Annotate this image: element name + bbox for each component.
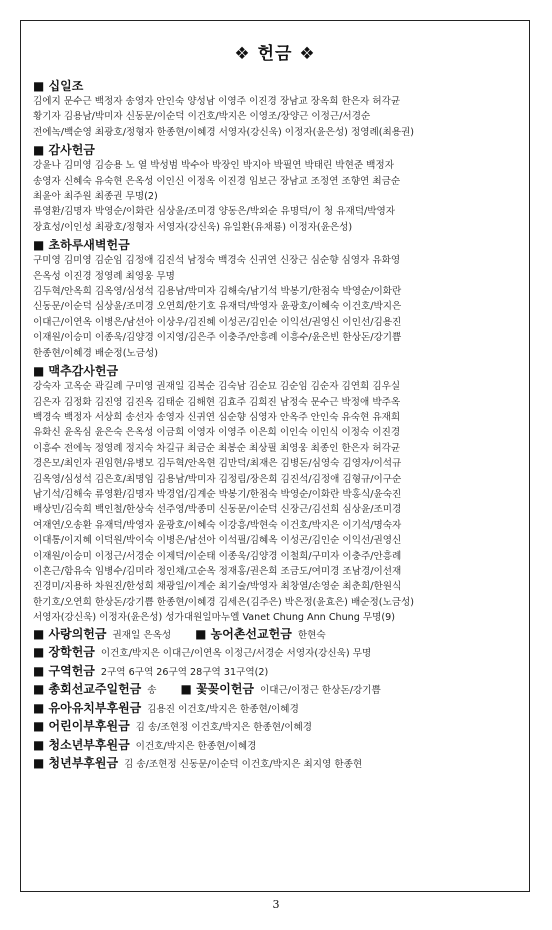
inline-donors: 김 송/조현정 이건호/박지은 한종현/이혜경 [135, 722, 313, 734]
inline-donors: 한현숙 [297, 629, 326, 641]
inline-donors: 김용진 이건호/박지은 한종현/이혜경 [147, 703, 299, 715]
offering-section [33, 142, 517, 235]
donor-line: 은옥성 이진경 정영례 최영웅 무명 [33, 270, 175, 282]
donor-line: 구미영 김미영 김순임 김정애 김진석 남정숙 백경숙 신귀연 신장근 심순향 심영자 유화영 [33, 255, 401, 267]
inline-heading: ■ 어린이부후원금 [33, 719, 130, 734]
inline-donors: 김 송/조현정 신동문/이순덕 이건호/박지은 최지영 한종현 [124, 759, 363, 771]
donor-line: 백경숙 백정자 서상희 송선자 송영자 신귀연 심순향 심영자 안옥주 안인숙 유숙현 유재희 [33, 411, 401, 423]
donor-line: 장효성/이인성 최광호/정형자 서영자(강신욱) 유일환(유채룡) 이정자(윤은성) [33, 221, 353, 233]
inline-heading: ■ 청년부후원금 [33, 756, 119, 771]
inline-heading: ■ 청소년부후원금 [33, 737, 130, 752]
donor-line: 전에녹/백순영 최광호/정형자 한종현/이혜경 서영자(강신욱) 이정자(윤은성) 정영례(최용권) [33, 126, 415, 138]
donor-line: 이재원/이승미 이정근/서경순 이제덕/이순태 이종욱/김양경 이철희/구미자 이충주/안흥례 [33, 550, 402, 562]
inline-heading: ■ 농어촌선교헌금 [195, 626, 292, 641]
offering-list-frame [20, 20, 530, 892]
donor-line: 서영자(강신욱) 이정자(윤은성) 성가대원일마누엘 Vanet Chung Ann Chung 무명(9) [33, 612, 396, 624]
donor-line: 이대통/이지혜 이덕원/박이숙 이병은/남선아 이석필/김혜옥 이성곤/김인순 이익선/권영신 [33, 535, 402, 547]
donor-line: 한종현/이혜경 배순정(노금성) [33, 347, 158, 359]
donor-line: 여재연/오송환 유재덕/박영자 윤광호/이혜숙 이강흥/박현숙 이건호/박지은 이기석/명숙자 [33, 519, 402, 531]
page-title: ❖ 헌금 ❖ [234, 44, 316, 64]
offering-inline-row [33, 737, 517, 756]
offering-inline-row [33, 663, 517, 682]
inline-donors: 이건호/박지은 한종현/이혜경 [135, 740, 257, 752]
donor-line: 황기자 김용남/박미자 신동문/이순덕 이건호/박지은 이영조/장양근 이정근/서경순 [33, 111, 371, 123]
section-heading: ■ 초하루새벽헌금 [33, 238, 130, 253]
donor-line: 남기석/김해숙 류영환/김명자 박경업/김계순 박봉기/한점숙 박영순/이화란 박홍식/윤숙진 [33, 488, 402, 500]
inline-heading: ■ 꽃꽂이헌금 [180, 682, 255, 697]
inline-heading: ■ 총회선교주일헌금 [33, 682, 142, 697]
offering-inline-row [33, 644, 517, 663]
offering-sections [33, 78, 517, 626]
donor-line: 이흥수 전에녹 정영례 정지숙 차길규 최금순 최봉순 최상필 최영웅 최종인 한은자 허각균 [33, 442, 401, 454]
offering-inline-row [33, 626, 517, 645]
inline-donors: 권재일 은옥성 [112, 629, 172, 641]
donor-line: 강윤나 김미영 김승용 노 열 박성범 박수아 박장인 박지아 박필연 박태린 박현준 백정자 [33, 160, 394, 172]
inline-heading: ■ 유아유치부후원금 [33, 700, 142, 715]
donor-line: 배상민/김숙희 백인철/한상숙 선주영/박종미 신동문/이순덕 신장근/김선희 심상윤/조미경 [33, 504, 402, 516]
donor-line: 신동문/이순덕 심상윤/조미경 오연희/한기호 유재덕/박영자 윤광호/이혜숙 이건호/박지은 [33, 301, 402, 313]
donor-line: 김옥영/심성석 김은호/최명임 김용남/박미자 김정림/장은희 김진석/김정애 김형규/이구순 [33, 473, 402, 485]
donor-line: 강숙자 고옥순 곽길례 구미영 권재일 김복순 김숙남 김순묘 김순임 김순자 김연희 김우실 [33, 381, 401, 393]
donor-line: 송영자 신혜숙 유숙현 은옥성 이인신 이정옥 이진경 임보근 장남교 조정연 조향연 최금순 [33, 175, 401, 187]
donor-line: 유화신 윤옥심 윤은숙 은옥성 이금희 이영자 이영주 이은희 이인숙 이인식 이정숙 이진경 [33, 427, 401, 439]
page-number: 3 [272, 898, 280, 911]
donor-line: 류영환/김명자 박영순/이화란 심상윤/조미경 양동은/박외순 유명덕/이 청 유재덕/박영자 [33, 206, 396, 218]
inline-donors: 2구역 6구역 26구역 28구역 31구역(2) [100, 666, 269, 678]
donor-line: 경은모/최인자 권임현/유병모 김두혁/안옥현 김만덕/최재은 김병돈/심영숙 김영자/이석규 [33, 458, 402, 470]
inline-heading: ■ 구역헌금 [33, 663, 95, 678]
section-heading: ■ 십일조 [33, 79, 84, 93]
donor-line: 진경미/지용하 차원진/한성희 채광일/이계순 최기술/박영자 최창열/손영순 최춘희/한원식 [33, 581, 402, 593]
offering-section [33, 363, 517, 626]
section-heading: ■ 맥추감사헌금 [33, 364, 119, 379]
offering-section [33, 78, 517, 140]
inline-donors: 송 [147, 685, 157, 697]
offering-inline-row [33, 700, 517, 719]
section-heading: ■ 감사헌금 [33, 143, 95, 158]
inline-heading: ■ 장학헌금 [33, 645, 95, 660]
inline-heading: ■ 사랑의헌금 [33, 626, 107, 641]
donor-line: 김두혁/안옥희 김옥영/심성석 김용남/박미자 김해숙/남기석 박봉기/한점숙 박영순/이화란 [33, 286, 402, 298]
donor-line: 이대근/이연옥 이병은/남선아 이상우/김진혜 이성곤/김인순 이익선/권영신 이인선/김용진 [33, 316, 402, 328]
inline-donors: 이건호/박지은 이대근/이연옥 이정근/서경순 서영자(강신욱) 무명 [100, 648, 372, 660]
donor-line: 최윤아 최주원 최종권 무명(2) [33, 191, 158, 203]
offering-inline-row [33, 755, 517, 774]
donor-line: 이흔근/함유숙 임병수/김미라 정인채/고순옥 정재홍/권은희 조금도/여미경 조남경/이선재 [33, 565, 402, 577]
inline-donors: 이대근/이정근 한상돈/강기쁨 [260, 685, 381, 697]
donor-line: 김에지 문수근 백정자 송영자 안인숙 양성남 이영주 이진경 장남교 장옥희 한은자 허각균 [33, 96, 401, 107]
offering-section [33, 237, 517, 361]
donor-line: 이재원/이승미 이종욱/김양경 이지영/김은주 이충주/안흥례 이흥수/윤은빈 한상돈/강기쁨 [33, 332, 402, 344]
offering-inline-row [33, 681, 517, 700]
donor-line: 한기호/오연희 한상돈/강기쁨 한종현/이혜경 김세은(김주은) 박은정(윤효은) 배순정(노금성) [33, 596, 415, 608]
offering-inline-row [33, 718, 517, 737]
offering-inline-rows [33, 626, 517, 774]
donor-line: 김은자 김정화 김진영 김진옥 김태순 김해현 김효주 김희진 남정숙 문수근 박정애 박주옥 [33, 396, 401, 408]
